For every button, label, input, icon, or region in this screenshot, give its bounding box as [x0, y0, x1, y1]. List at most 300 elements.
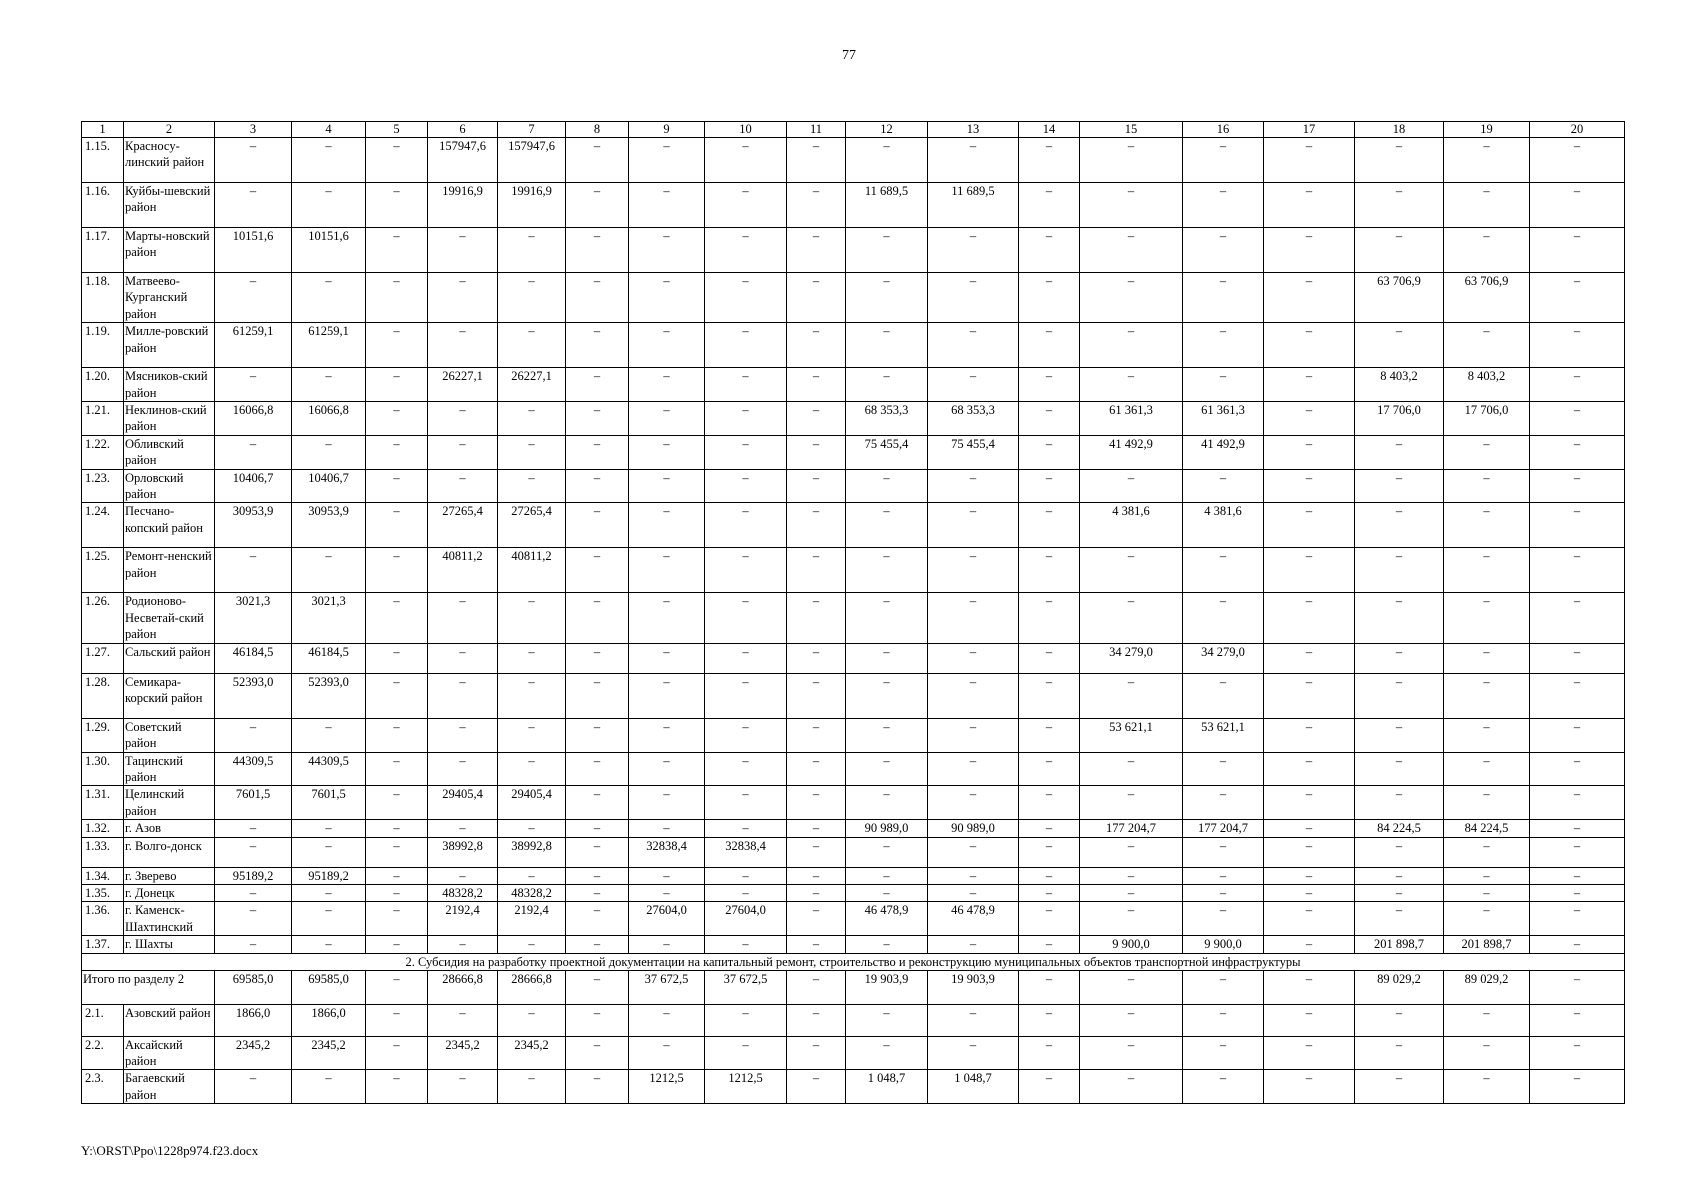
value-cell: – [705, 884, 787, 901]
value-cell: – [1355, 902, 1444, 936]
value-cell: – [1530, 837, 1625, 867]
value-cell: – [1183, 183, 1264, 228]
value-cell: – [1080, 1070, 1183, 1104]
table-row [82, 673, 1625, 718]
value-cell: – [1355, 1036, 1444, 1070]
value-cell: – [366, 1070, 428, 1104]
row-number-cell: 1.32. [82, 820, 124, 837]
value-cell: 17 706,0 [1355, 402, 1444, 436]
value-cell: 34 279,0 [1183, 643, 1264, 673]
value-cell: – [428, 228, 498, 273]
value-cell: – [629, 138, 705, 183]
value-cell: – [629, 368, 705, 402]
value-cell: 32838,4 [705, 837, 787, 867]
district-name-cell: Матвеево-Курганский район [124, 273, 215, 323]
value-cell: – [846, 936, 928, 953]
value-cell: – [1080, 884, 1183, 901]
value-cell: 69585,0 [292, 970, 366, 1004]
table-row [82, 548, 1625, 593]
value-cell: – [928, 593, 1019, 643]
value-cell: 53 621,1 [1183, 718, 1264, 752]
value-cell: – [1355, 643, 1444, 673]
value-cell: – [1019, 228, 1080, 273]
column-number-cell: 3 [215, 122, 292, 138]
section-total-label-cell: Итого по разделу 2 [82, 970, 215, 1004]
value-cell: – [1444, 867, 1530, 884]
value-cell: 2192,4 [498, 902, 566, 936]
value-cell: – [787, 228, 846, 273]
value-cell: – [1019, 786, 1080, 820]
value-cell: – [705, 1036, 787, 1070]
value-cell: 37 672,5 [705, 970, 787, 1004]
value-cell: – [1264, 1070, 1355, 1104]
value-cell: 3021,3 [292, 593, 366, 643]
row-number-cell: 1.29. [82, 718, 124, 752]
value-cell: – [366, 820, 428, 837]
value-cell: – [1183, 368, 1264, 402]
value-cell: – [787, 469, 846, 503]
value-cell: – [928, 837, 1019, 867]
value-cell: – [1019, 867, 1080, 884]
value-cell: – [705, 323, 787, 368]
value-cell: – [1444, 1036, 1530, 1070]
value-cell: – [566, 970, 629, 1004]
value-cell: 1212,5 [629, 1070, 705, 1104]
value-cell: 61 361,3 [1183, 402, 1264, 436]
value-cell: – [629, 673, 705, 718]
value-cell: – [629, 752, 705, 786]
value-cell: 61 361,3 [1080, 402, 1183, 436]
value-cell: 1866,0 [215, 1004, 292, 1036]
value-cell: – [1530, 752, 1625, 786]
value-cell: – [1183, 673, 1264, 718]
value-cell: – [1530, 936, 1625, 953]
value-cell: 1212,5 [705, 1070, 787, 1104]
value-cell: 48328,2 [498, 884, 566, 901]
value-cell: – [366, 673, 428, 718]
value-cell: – [366, 936, 428, 953]
value-cell: 69585,0 [215, 970, 292, 1004]
value-cell: – [566, 786, 629, 820]
column-number-cell: 14 [1019, 122, 1080, 138]
value-cell: – [215, 884, 292, 901]
value-cell: 11 689,5 [846, 183, 928, 228]
value-cell: – [1264, 786, 1355, 820]
value-cell: – [366, 435, 428, 469]
value-cell: – [215, 368, 292, 402]
value-cell: – [1444, 183, 1530, 228]
value-cell: – [1080, 138, 1183, 183]
value-cell: – [215, 183, 292, 228]
value-cell: – [705, 273, 787, 323]
value-cell: – [366, 228, 428, 273]
value-cell: – [1019, 970, 1080, 1004]
table-row [82, 435, 1625, 469]
value-cell: – [428, 402, 498, 436]
row-number-cell: 1.35. [82, 884, 124, 901]
value-cell: – [498, 593, 566, 643]
district-name-cell: Семикара-корский район [124, 673, 215, 718]
column-number-cell: 6 [428, 122, 498, 138]
value-cell: – [566, 503, 629, 548]
value-cell: 84 224,5 [1444, 820, 1530, 837]
value-cell: 27604,0 [629, 902, 705, 936]
value-cell: – [1355, 469, 1444, 503]
value-cell: – [1019, 643, 1080, 673]
value-cell: – [705, 183, 787, 228]
value-cell: – [629, 435, 705, 469]
value-cell: 19 903,9 [928, 970, 1019, 1004]
column-number-cell: 8 [566, 122, 629, 138]
value-cell: – [1355, 718, 1444, 752]
value-cell: – [428, 718, 498, 752]
table-row [82, 469, 1625, 503]
row-number-cell: 1.27. [82, 643, 124, 673]
value-cell: – [1080, 970, 1183, 1004]
value-cell: – [1530, 323, 1625, 368]
value-cell: – [366, 902, 428, 936]
value-cell: – [846, 228, 928, 273]
column-number-cell: 19 [1444, 122, 1530, 138]
value-cell: – [1264, 643, 1355, 673]
value-cell: 2192,4 [428, 902, 498, 936]
value-cell: 61259,1 [292, 323, 366, 368]
value-cell: – [705, 503, 787, 548]
value-cell: 10151,6 [292, 228, 366, 273]
value-cell: – [1080, 273, 1183, 323]
value-cell: – [428, 273, 498, 323]
value-cell: – [498, 820, 566, 837]
row-number-cell: 1.16. [82, 183, 124, 228]
value-cell: – [1355, 884, 1444, 901]
value-cell: – [292, 902, 366, 936]
row-number-cell: 1.15. [82, 138, 124, 183]
value-cell: 30953,9 [292, 503, 366, 548]
value-cell: – [787, 752, 846, 786]
value-cell: – [846, 867, 928, 884]
table-row [82, 820, 1625, 837]
value-cell: – [1019, 1036, 1080, 1070]
row-number-cell: 1.37. [82, 936, 124, 953]
value-cell: – [215, 138, 292, 183]
section-title-row [82, 953, 1625, 970]
table-row [82, 368, 1625, 402]
value-cell: – [1264, 402, 1355, 436]
value-cell: – [705, 1004, 787, 1036]
value-cell: – [1019, 138, 1080, 183]
table-row [82, 273, 1625, 323]
table-row [82, 902, 1625, 936]
value-cell: – [1019, 273, 1080, 323]
value-cell: 157947,6 [498, 138, 566, 183]
value-cell: – [498, 1004, 566, 1036]
table-row [82, 593, 1625, 643]
value-cell: 44309,5 [215, 752, 292, 786]
value-cell: – [1530, 469, 1625, 503]
table-row [82, 503, 1625, 548]
value-cell: 90 989,0 [928, 820, 1019, 837]
table-row [82, 323, 1625, 368]
value-cell: – [787, 435, 846, 469]
table-row [82, 402, 1625, 436]
value-cell: – [629, 643, 705, 673]
value-cell: – [566, 593, 629, 643]
value-cell: 27604,0 [705, 902, 787, 936]
value-cell: – [1264, 548, 1355, 593]
value-cell: – [1183, 884, 1264, 901]
table-row [82, 867, 1625, 884]
value-cell: – [1183, 469, 1264, 503]
row-number-cell: 1.17. [82, 228, 124, 273]
value-cell: – [292, 936, 366, 953]
value-cell: – [787, 138, 846, 183]
value-cell: – [1444, 837, 1530, 867]
value-cell: 19 903,9 [846, 970, 928, 1004]
value-cell: – [1530, 503, 1625, 548]
value-cell: – [928, 643, 1019, 673]
value-cell: – [787, 1004, 846, 1036]
value-cell: – [366, 718, 428, 752]
value-cell: – [498, 936, 566, 953]
value-cell: – [1264, 867, 1355, 884]
district-name-cell: Ремонт-ненский район [124, 548, 215, 593]
value-cell: – [928, 867, 1019, 884]
value-cell: – [705, 228, 787, 273]
value-cell: 8 403,2 [1444, 368, 1530, 402]
value-cell: 32838,4 [629, 837, 705, 867]
district-name-cell: Неклинов-ский район [124, 402, 215, 436]
value-cell: – [292, 884, 366, 901]
value-cell: – [705, 138, 787, 183]
value-cell: 2345,2 [292, 1036, 366, 1070]
value-cell: 1866,0 [292, 1004, 366, 1036]
value-cell: – [928, 273, 1019, 323]
value-cell: – [1355, 752, 1444, 786]
value-cell: – [629, 1036, 705, 1070]
value-cell: – [1530, 273, 1625, 323]
value-cell: – [1444, 548, 1530, 593]
value-cell: – [787, 820, 846, 837]
value-cell: 10406,7 [292, 469, 366, 503]
value-cell: – [566, 138, 629, 183]
value-cell: – [928, 936, 1019, 953]
column-number-cell: 13 [928, 122, 1019, 138]
column-number-cell: 1 [82, 122, 124, 138]
value-cell: – [928, 323, 1019, 368]
value-cell: – [1264, 718, 1355, 752]
value-cell: – [705, 786, 787, 820]
value-cell: – [1019, 673, 1080, 718]
value-cell: – [292, 820, 366, 837]
column-number-cell: 15 [1080, 122, 1183, 138]
value-cell: – [928, 718, 1019, 752]
value-cell: 10406,7 [215, 469, 292, 503]
value-cell: 2345,2 [215, 1036, 292, 1070]
value-cell: 29405,4 [428, 786, 498, 820]
value-cell: – [1264, 593, 1355, 643]
value-cell: – [1444, 752, 1530, 786]
value-cell: 157947,6 [428, 138, 498, 183]
value-cell: – [1444, 435, 1530, 469]
value-cell: – [846, 593, 928, 643]
value-cell: 201 898,7 [1444, 936, 1530, 953]
value-cell: – [1355, 323, 1444, 368]
value-cell: 2345,2 [428, 1036, 498, 1070]
value-cell: – [1183, 593, 1264, 643]
value-cell: 29405,4 [498, 786, 566, 820]
row-number-cell: 1.21. [82, 402, 124, 436]
value-cell: – [1183, 837, 1264, 867]
value-cell: – [1355, 435, 1444, 469]
value-cell: – [1530, 1004, 1625, 1036]
value-cell: 41 492,9 [1080, 435, 1183, 469]
row-number-cell: 1.34. [82, 867, 124, 884]
value-cell: – [846, 718, 928, 752]
value-cell: – [1183, 1070, 1264, 1104]
value-cell: – [215, 548, 292, 593]
row-number-cell: 1.24. [82, 503, 124, 548]
value-cell: 16066,8 [215, 402, 292, 436]
value-cell: – [366, 273, 428, 323]
value-cell: – [705, 718, 787, 752]
value-cell: – [1355, 548, 1444, 593]
table-row [82, 1036, 1625, 1070]
value-cell: – [1530, 867, 1625, 884]
value-cell: – [705, 820, 787, 837]
value-cell: – [1355, 593, 1444, 643]
value-cell: – [705, 548, 787, 593]
value-cell: – [366, 138, 428, 183]
value-cell: – [498, 673, 566, 718]
value-cell: – [1080, 1036, 1183, 1070]
district-name-cell: г. Шахты [124, 936, 215, 953]
value-cell: – [1355, 867, 1444, 884]
table-row [82, 228, 1625, 273]
value-cell: – [629, 228, 705, 273]
value-cell: – [1530, 643, 1625, 673]
value-cell: – [1080, 469, 1183, 503]
value-cell: 46184,5 [292, 643, 366, 673]
value-cell: – [846, 368, 928, 402]
district-name-cell: Милле-ровский район [124, 323, 215, 368]
value-cell: – [787, 867, 846, 884]
value-cell: – [428, 867, 498, 884]
value-cell: – [1355, 503, 1444, 548]
value-cell: – [215, 820, 292, 837]
value-cell: – [428, 469, 498, 503]
value-cell: 52393,0 [292, 673, 366, 718]
value-cell: – [928, 548, 1019, 593]
value-cell: – [215, 902, 292, 936]
value-cell: – [1183, 786, 1264, 820]
value-cell: – [1019, 402, 1080, 436]
value-cell: – [705, 368, 787, 402]
value-cell: – [366, 1004, 428, 1036]
column-number-cell: 11 [787, 122, 846, 138]
value-cell: – [787, 273, 846, 323]
column-number-cell: 18 [1355, 122, 1444, 138]
district-name-cell: Родионово-Несветай-ский район [124, 593, 215, 643]
value-cell: – [1444, 323, 1530, 368]
district-name-cell: Обливский район [124, 435, 215, 469]
row-number-cell: 1.25. [82, 548, 124, 593]
value-cell: – [1530, 593, 1625, 643]
value-cell: – [787, 936, 846, 953]
value-cell: – [366, 469, 428, 503]
value-cell: – [1444, 718, 1530, 752]
value-cell: – [1019, 837, 1080, 867]
value-cell: 75 455,4 [928, 435, 1019, 469]
district-name-cell: Песчано-копский район [124, 503, 215, 548]
value-cell: – [1080, 673, 1183, 718]
value-cell: – [366, 593, 428, 643]
value-cell: – [787, 503, 846, 548]
value-cell: – [787, 402, 846, 436]
value-cell: – [1019, 323, 1080, 368]
value-cell: – [1264, 820, 1355, 837]
value-cell: – [1444, 1070, 1530, 1104]
value-cell: – [292, 183, 366, 228]
column-number-cell: 12 [846, 122, 928, 138]
value-cell: – [366, 548, 428, 593]
value-cell: – [1355, 673, 1444, 718]
value-cell: – [1183, 273, 1264, 323]
section-total-row [82, 970, 1625, 1004]
row-number-cell: 1.36. [82, 902, 124, 936]
value-cell: – [1444, 902, 1530, 936]
value-cell: – [215, 435, 292, 469]
value-cell: 177 204,7 [1183, 820, 1264, 837]
column-number-cell: 7 [498, 122, 566, 138]
value-cell: – [566, 718, 629, 752]
value-cell: 89 029,2 [1355, 970, 1444, 1004]
value-cell: – [566, 548, 629, 593]
value-cell: – [787, 1070, 846, 1104]
value-cell: – [1530, 183, 1625, 228]
value-cell: – [787, 786, 846, 820]
value-cell: – [787, 837, 846, 867]
value-cell: – [498, 402, 566, 436]
value-cell: 38992,8 [498, 837, 566, 867]
value-cell: – [629, 548, 705, 593]
row-number-cell: 1.31. [82, 786, 124, 820]
value-cell: – [1530, 138, 1625, 183]
value-cell: – [366, 323, 428, 368]
value-cell: – [1080, 867, 1183, 884]
value-cell: – [566, 837, 629, 867]
value-cell: – [566, 673, 629, 718]
value-cell: – [1264, 884, 1355, 901]
value-cell: – [1355, 837, 1444, 867]
value-cell: – [215, 837, 292, 867]
value-cell: – [366, 643, 428, 673]
column-number-cell: 5 [366, 122, 428, 138]
value-cell: – [629, 503, 705, 548]
value-cell: – [846, 786, 928, 820]
value-cell: – [629, 402, 705, 436]
value-cell: – [566, 884, 629, 901]
district-name-cell: Советский район [124, 718, 215, 752]
value-cell: – [1080, 183, 1183, 228]
value-cell: – [498, 643, 566, 673]
row-number-cell: 2.2. [82, 1036, 124, 1070]
value-cell: – [428, 936, 498, 953]
value-cell: – [428, 643, 498, 673]
value-cell: – [566, 273, 629, 323]
value-cell: – [1444, 469, 1530, 503]
value-cell: – [498, 228, 566, 273]
value-cell: 46184,5 [215, 643, 292, 673]
